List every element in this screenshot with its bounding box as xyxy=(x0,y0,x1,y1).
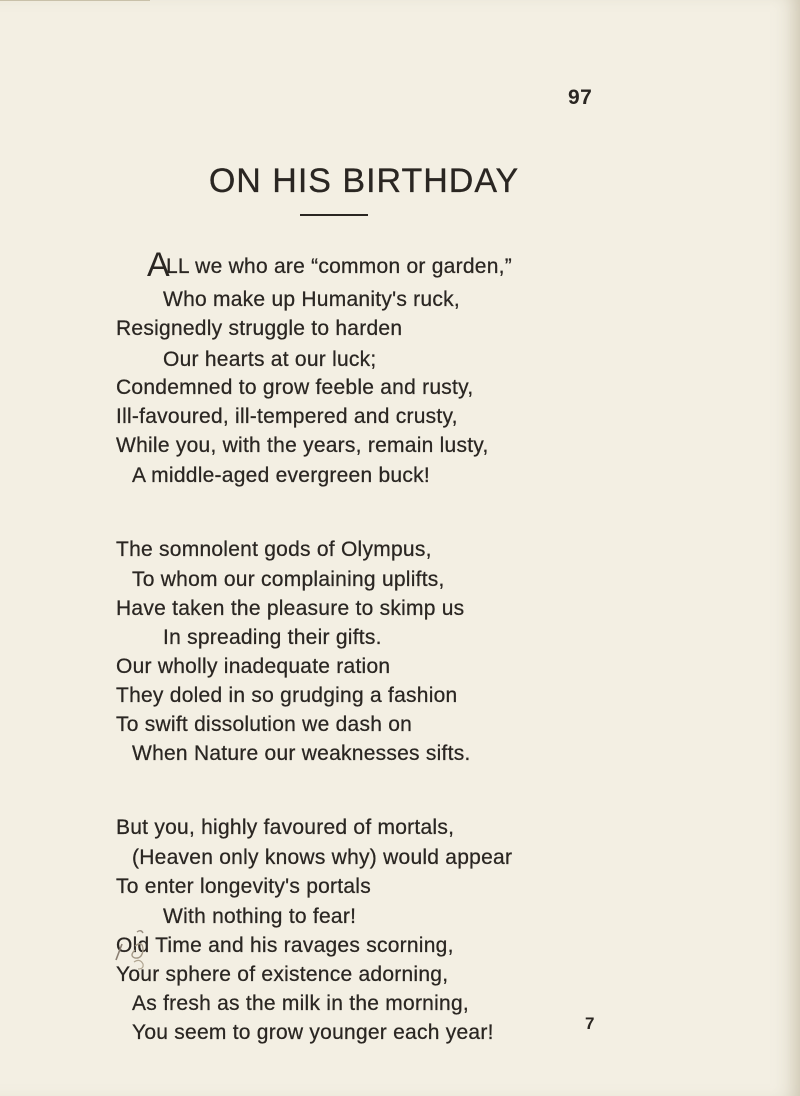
page-edge-line xyxy=(0,0,150,1)
poem-line: They doled in so grudging a fashion xyxy=(116,684,458,707)
poem-line: Our hearts at our luck; xyxy=(163,348,377,371)
pencil-annotation-mark xyxy=(110,916,150,976)
poem-title: ON HIS BIRTHDAY xyxy=(208,162,520,200)
poem-line: To whom our complaining uplifts, xyxy=(132,568,445,591)
poem-line: Resignedly struggle to harden xyxy=(116,317,403,340)
poem-line: While you, with the years, remain lusty, xyxy=(116,434,489,457)
poem-line: The somnolent gods of Olympus, xyxy=(116,538,432,561)
poem-line: A middle-aged evergreen buck! xyxy=(132,464,430,487)
poem-line: In spreading their gifts. xyxy=(163,626,382,649)
poem-line: Your sphere of existence adorning, xyxy=(116,963,449,986)
poem-line: When Nature our weaknesses sifts. xyxy=(132,742,471,765)
poem-line: To swift dissolution we dash on xyxy=(116,713,413,736)
signature-mark: 7 xyxy=(585,1014,595,1033)
poem-line: To enter longevity's portals xyxy=(116,875,371,898)
poem-line: But you, highly favoured of mortals, xyxy=(116,816,455,839)
poem-line: Condemned to grow feeble and rusty, xyxy=(116,376,474,399)
poem-line: (Heaven only knows why) would appear xyxy=(132,846,513,869)
poem-line: Our wholly inadequate ration xyxy=(116,655,391,678)
page-number: 97 xyxy=(568,86,593,109)
poem-line: You seem to grow younger each year! xyxy=(132,1021,494,1044)
drop-cap: A xyxy=(147,246,170,284)
poem-line: Have taken the pleasure to skimp us xyxy=(116,597,465,620)
poem-line: LL we who are “common or garden,” xyxy=(166,255,512,278)
poem-line: Ill-favoured, ill-tempered and crusty, xyxy=(116,405,458,428)
poem-line: Old Time and his ravages scorning, xyxy=(116,934,454,957)
poem-line: As fresh as the milk in the morning, xyxy=(132,992,469,1015)
poem-line: Who make up Humanity's ruck, xyxy=(163,288,460,311)
poem-line: With nothing to fear! xyxy=(163,905,357,928)
title-rule xyxy=(300,214,368,216)
